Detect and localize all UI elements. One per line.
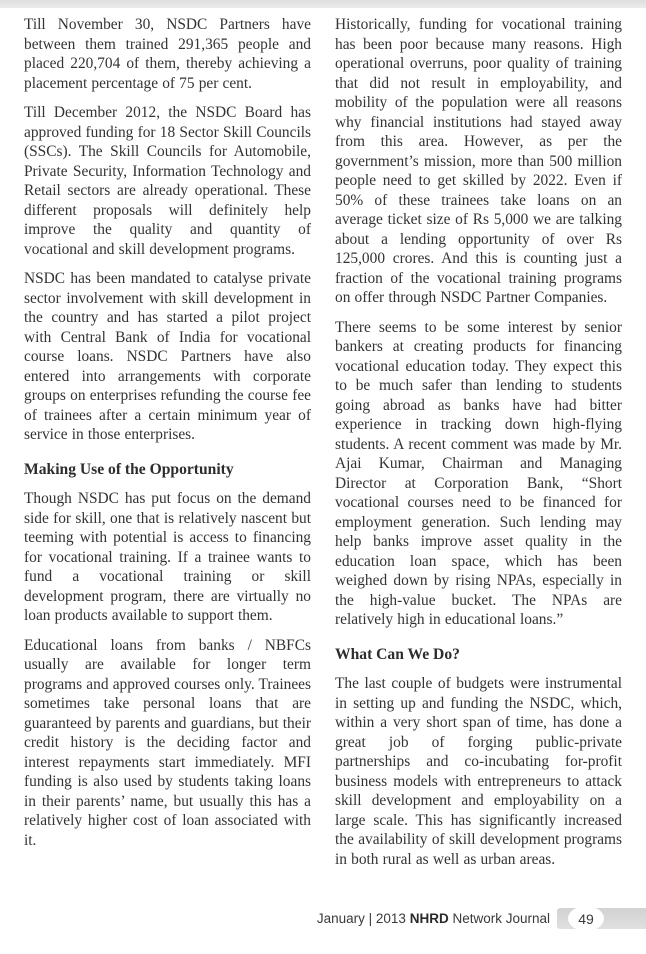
right-column (335, 15, 622, 879)
left-column (24, 15, 311, 879)
footer-journal-name-bold: NHRD (409, 911, 449, 926)
paragraph: Though NSDC has put focus on the demand side for skill, one that is relatively nascent but teeming with potential is access to financing for vocational training. If a trainee wants to fund a vocational training or skill development program, there are virtually no loan products available to support them. (24, 490, 311, 624)
page-number: 49 (568, 906, 604, 931)
paragraph: Till December 2012, the NSDC Board has approved funding for 18 Sector Skill Councils (SSCs). The Skill Councils for Automobile, Private Security, Information Technology and Retail sectors are already operational. These different proposals will definitely help improve the quality and quantity of vocational and skill development programs. (24, 104, 311, 258)
page-number-badge (557, 908, 646, 929)
footer-journal-name-rest: Network Journal (448, 911, 550, 926)
section-heading-making-use-of-the-opportunity: Making Use of the Opportunity (24, 460, 234, 478)
footer-journal-info (317, 911, 550, 926)
paragraph: Educational loans from banks / NBFCs usually are available for longer term programs and approved courses only. Trainees sometimes take personal loans that are guaranteed by parents and guardians, but their credit history is the deciding factor and interest repayments start immediately. MFI funding is also used by students taking loans in their parents’ name, but usually this has a relatively higher cost of loan associated with it. (24, 636, 311, 849)
page-top-bar (0, 0, 646, 8)
page-footer (317, 908, 646, 929)
paragraph: There seems to be some interest by senior bankers at creating products for financing vocational education today. They expect this to be much safer than lending to students going abroad as banks have had bitter experience in tracking down high-flying students. A recent comment was made by Mr. Ajai Kumar, Chairman and Managing Director at Corporation Bank, “Short vocational courses need to be financed for employment generation. Such lending may help banks improve asset quality in the education loan space, which has been weighed down by rising NPAs, especially in the high-value bucket. The NPAs are relatively high in educational loans.” (335, 318, 622, 628)
paragraph: NSDC has been mandated to catalyse private sector involvement with skill development in the country and has started a pilot project with Central Bank of India for vocational course loans. NSDC Partners have also entered into arrangements with corporate groups on enterprises refunding the course fee of trainees after a certain minimum year of service in those enterprises. (24, 270, 311, 443)
paragraph: Historically, funding for vocational training has been poor because many reasons. High operational overruns, poor quality of training that did not result in employability, and mobility of the population were all reasons why financial institutions had stayed away from this area. However, as per the government’s mission, more than 500 million people need to get skilled by 2022. Even if 50% of these trainees take loans on an average ticket size of Rs 5,000 we are talking about a lending opportunity of over Rs 125,000 crores. And this is counting just a fraction of the vocational training programs on offer through NSDC Partner Companies. (335, 16, 622, 306)
paragraph: Till November 30, NSDC Partners have between them trained 291,365 people and placed 220,704 of them, thereby achieving a placement percentage of 75 per cent. (24, 16, 311, 92)
footer-issue-date: January | 2013 (316, 911, 410, 926)
paragraph: The last couple of budgets were instrumental in setting up and funding the NSDC, which, within a very short span of time, has done a great job of forging public-private partnerships and co-incubating for-profit business models with entrepreneurs to attack skill development and employability on a large scale. This has significantly increased the availability of skill development programs in both rural as well as urban areas. (335, 675, 622, 868)
section-heading-what-can-we-do: What Can We Do? (335, 645, 460, 663)
page-body (24, 15, 622, 879)
